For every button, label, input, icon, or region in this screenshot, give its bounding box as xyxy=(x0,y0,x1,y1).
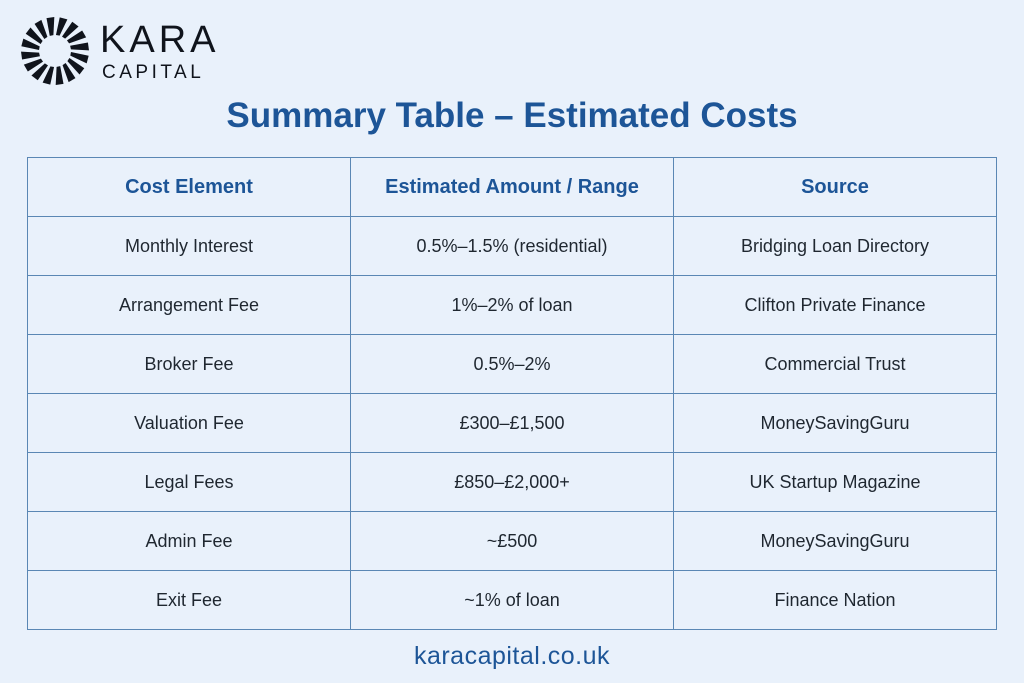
cell-cost-element: Broker Fee xyxy=(28,335,351,394)
header-source: Source xyxy=(674,158,997,217)
table-row xyxy=(28,512,997,571)
cell-amount: 0.5%–1.5% (residential) xyxy=(351,217,674,276)
logo-ray xyxy=(47,17,55,36)
page-title: Summary Table – Estimated Costs xyxy=(226,96,798,135)
brand-logo xyxy=(20,16,219,86)
header-cost-element: Cost Element xyxy=(28,158,351,217)
cell-cost-element: Arrangement Fee xyxy=(28,276,351,335)
table-row xyxy=(28,453,997,512)
cell-source: Commercial Trust xyxy=(674,335,997,394)
brand-name: KARA xyxy=(100,18,220,61)
cell-source: MoneySavingGuru xyxy=(674,512,997,571)
logo-ray xyxy=(70,43,89,51)
cell-cost-element: Monthly Interest xyxy=(28,217,351,276)
cell-amount: £300–£1,500 xyxy=(351,394,674,453)
cell-cost-element: Exit Fee xyxy=(28,571,351,630)
cell-source: Clifton Private Finance xyxy=(674,276,997,335)
cell-source: UK Startup Magazine xyxy=(674,453,997,512)
brand-text xyxy=(100,18,220,83)
cell-cost-element: Admin Fee xyxy=(28,512,351,571)
table-row xyxy=(28,571,997,630)
cell-amount: ~1% of loan xyxy=(351,571,674,630)
cell-amount: ~£500 xyxy=(351,512,674,571)
logo-ray xyxy=(56,66,64,85)
table-row xyxy=(28,335,997,394)
cell-source: MoneySavingGuru xyxy=(674,394,997,453)
header-row xyxy=(28,158,997,217)
table-row xyxy=(28,276,997,335)
cell-source: Bridging Loan Directory xyxy=(674,217,997,276)
brand-tagline: CAPITAL xyxy=(102,61,205,83)
logo-ray xyxy=(21,52,40,60)
table-row xyxy=(28,394,997,453)
cell-source: Finance Nation xyxy=(674,571,997,630)
table-row xyxy=(28,217,997,276)
header-estimated-amount: Estimated Amount / Range xyxy=(351,158,674,217)
cost-table xyxy=(27,157,997,630)
table-body xyxy=(28,217,997,630)
cell-amount: 1%–2% of loan xyxy=(351,276,674,335)
cell-cost-element: Valuation Fee xyxy=(28,394,351,453)
sunburst-logo-icon xyxy=(20,16,90,86)
cell-amount: 0.5%–2% xyxy=(351,335,674,394)
cell-cost-element: Legal Fees xyxy=(28,453,351,512)
website-link[interactable]: karacapital.co.uk xyxy=(413,642,611,670)
table-header xyxy=(28,158,997,217)
cell-amount: £850–£2,000+ xyxy=(351,453,674,512)
